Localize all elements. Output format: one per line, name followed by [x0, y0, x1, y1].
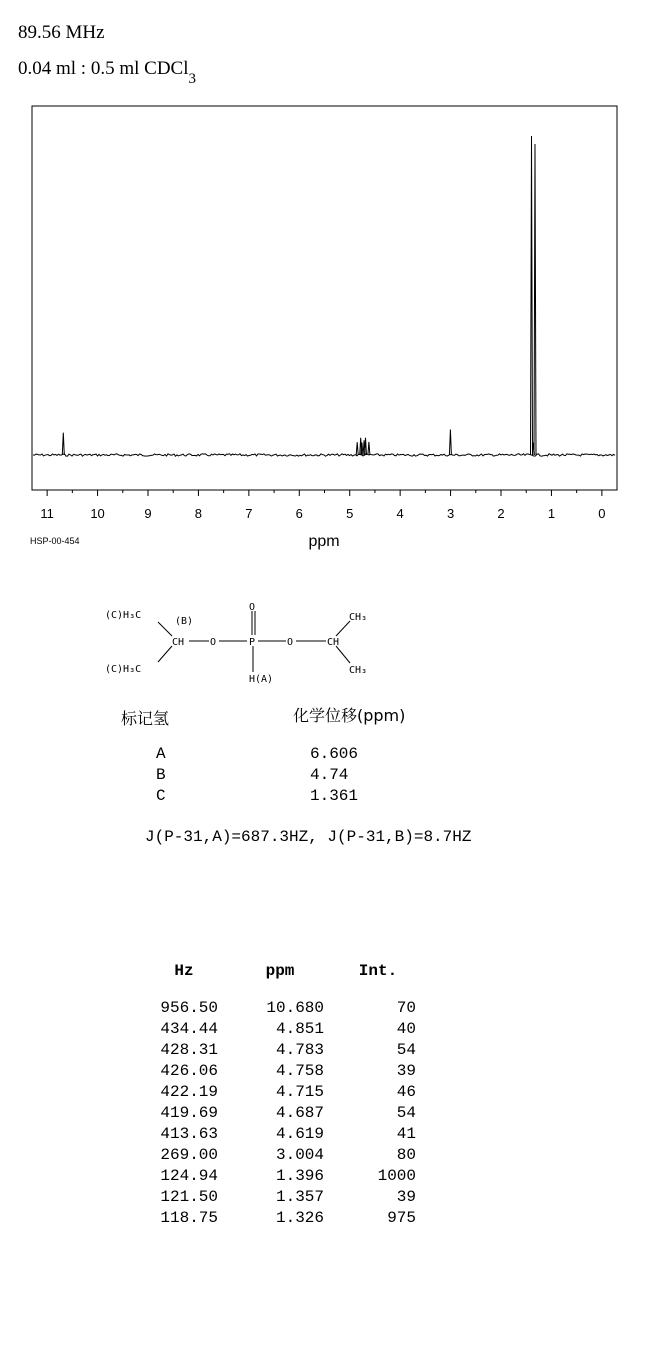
cell-int: 975: [387, 1208, 416, 1227]
cell-int: 1000: [377, 1166, 416, 1185]
cell-ppm: 4.851: [275, 1019, 324, 1038]
cell-hz: 426.06: [160, 1061, 218, 1080]
x-axis-label: ppm: [308, 533, 340, 550]
shift-header: 化学位移(ppm): [293, 706, 406, 725]
cell-ppm: 3.004: [275, 1145, 324, 1164]
struct-o-top: O: [249, 602, 256, 613]
assign-shift-a: 6.606: [310, 745, 359, 763]
peak-table-body: [140, 986, 416, 1228]
cell-int: 54: [396, 1040, 416, 1059]
peak-table: [140, 956, 416, 1228]
struct-left-top: (C)H₃C: [105, 610, 142, 621]
struct-left-bottom: (C)H₃C: [105, 664, 142, 675]
cell-hz: 419.69: [160, 1103, 218, 1122]
struct-ch3-bottom: CH₃: [349, 665, 368, 676]
x-tick-label: 4: [396, 506, 404, 521]
cell-ppm: 1.357: [275, 1187, 324, 1206]
spectrum-code: HSP-00-454: [30, 536, 80, 546]
solvent-text: 0.04 ml : 0.5 ml CDCl: [18, 58, 189, 79]
table-row: [140, 1123, 416, 1144]
bond-c-ch-top: [158, 622, 172, 636]
assign-shift-b: 4.74: [310, 766, 349, 784]
struct-ch3-top: CH₃: [349, 612, 368, 623]
table-row: [140, 997, 416, 1018]
cell-ppm: 4.783: [275, 1040, 324, 1059]
cell-ppm: 1.396: [275, 1166, 324, 1185]
table-row: [140, 1102, 416, 1123]
cell-int: 46: [396, 1082, 416, 1101]
x-tick-label: 2: [497, 506, 505, 521]
cell-int: 39: [396, 1061, 416, 1080]
assign-label-c: C: [156, 787, 166, 805]
cell-hz: 121.50: [160, 1187, 218, 1206]
label-header: 标记氢: [121, 709, 170, 728]
x-tick-label: 9: [144, 506, 152, 521]
struct-o-left: O: [210, 637, 217, 648]
cell-hz: 118.75: [160, 1208, 218, 1227]
table-row: [140, 1018, 416, 1039]
cell-int: 40: [396, 1019, 416, 1038]
cell-int: 80: [396, 1145, 416, 1164]
x-tick-label: 10: [90, 506, 105, 521]
table-row: [140, 1207, 416, 1228]
cell-int: 54: [396, 1103, 416, 1122]
struct-o-right: O: [287, 637, 294, 648]
cell-int: 39: [396, 1187, 416, 1206]
bond-ch-ch3-top: [336, 621, 350, 636]
coupling-constants: J(P-31,A)=687.3HZ, J(P-31,B)=8.7HZ: [145, 828, 472, 846]
x-tick-label: 5: [346, 506, 354, 521]
cell-hz: 269.00: [160, 1145, 218, 1164]
cell-hz: 434.44: [160, 1019, 218, 1038]
cell-ppm: 4.687: [275, 1103, 324, 1122]
assign-shift-c: 1.361: [310, 787, 359, 805]
cell-int: 70: [396, 998, 416, 1017]
cell-ppm: 4.619: [275, 1124, 324, 1143]
struct-b-label: (B): [175, 616, 194, 627]
cell-hz: 428.31: [160, 1040, 218, 1059]
col-header-int: Int.: [358, 962, 398, 980]
cell-int: 41: [396, 1124, 416, 1143]
x-tick-label: 6: [295, 506, 303, 521]
x-tick-label: 8: [194, 506, 203, 521]
table-row: [140, 1165, 416, 1186]
table-row: [140, 1144, 416, 1165]
table-row: [140, 1186, 416, 1207]
x-tick-label: 7: [245, 506, 253, 521]
x-tick-label: 11: [40, 506, 54, 521]
solvent-subscript: 3: [188, 70, 196, 87]
struct-p: P: [249, 637, 256, 648]
struct-ch-left: CH: [172, 637, 185, 648]
cell-ppm: 4.715: [275, 1082, 324, 1101]
struct-ch-right: CH: [327, 637, 340, 648]
cell-ppm: 10.680: [266, 998, 324, 1017]
x-tick-label: 1: [547, 506, 556, 521]
cell-hz: 956.50: [160, 998, 218, 1017]
x-tick-label: 3: [446, 506, 455, 521]
col-header-hz: Hz: [174, 962, 194, 980]
assign-label-b: B: [156, 766, 166, 784]
cell-hz: 124.94: [160, 1166, 218, 1185]
table-row: [140, 1060, 416, 1081]
assign-label-a: A: [156, 745, 166, 763]
x-tick-label: 0: [598, 506, 606, 521]
struct-h-a: H(A): [249, 674, 274, 685]
cell-ppm: 1.326: [275, 1208, 324, 1227]
bond-ch-ch3-bottom: [336, 646, 350, 663]
frequency-label: 89.56 MHz: [18, 22, 105, 43]
bond-c-ch-bottom: [158, 646, 172, 662]
col-header-ppm: ppm: [265, 962, 295, 980]
cell-ppm: 4.758: [275, 1061, 324, 1080]
cell-hz: 422.19: [160, 1082, 218, 1101]
cell-hz: 413.63: [160, 1124, 218, 1143]
table-row: [140, 1039, 416, 1060]
table-row: [140, 1081, 416, 1102]
